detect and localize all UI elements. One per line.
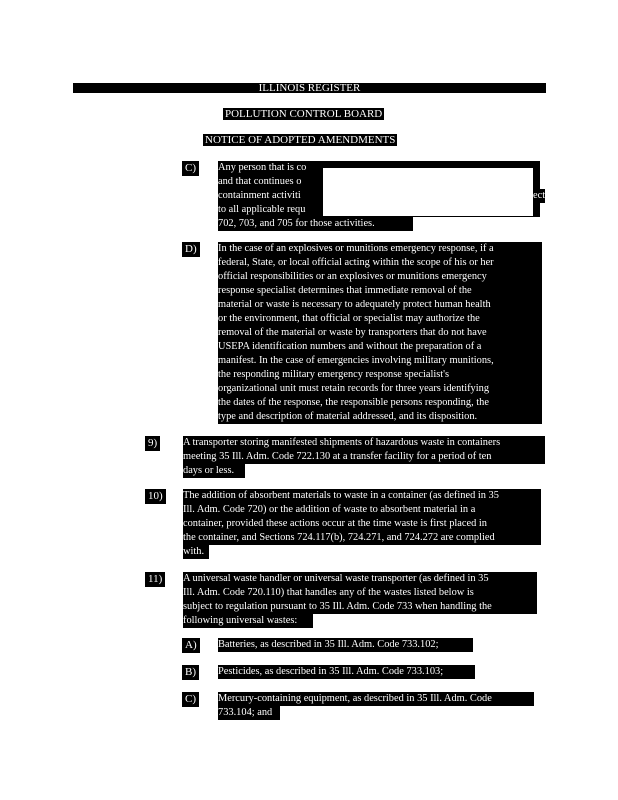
paragraph-line: the dates of the response, the responsible persons responding, the bbox=[218, 396, 542, 410]
paragraph-line: Batteries, as described in 35 Ill. Adm. Code 733.102; bbox=[218, 638, 473, 652]
redaction-block bbox=[323, 168, 533, 216]
paragraph-line: USEPA identification numbers and without the preparation of a bbox=[218, 340, 542, 354]
paragraph-line: following universal wastes: bbox=[183, 614, 313, 628]
paragraph-line: meeting 35 Ill. Adm. Code 722.130 at a transfer facility for a period of ten bbox=[183, 450, 545, 464]
item-9-paragraph bbox=[183, 436, 545, 478]
paragraph-line: removal of the material or waste by transporters that do not have bbox=[218, 326, 542, 340]
paragraph-line: the responding military emergency response specialist's bbox=[218, 368, 542, 382]
register-header: ILLINOIS REGISTER bbox=[73, 83, 546, 93]
paragraph-line: A transporter storing manifested shipments of hazardous waste in containers bbox=[183, 436, 545, 450]
item-b-paragraph bbox=[218, 665, 475, 679]
paragraph-line: 733.104; and bbox=[218, 706, 280, 720]
paragraph-line: Any person that is co bbox=[218, 161, 540, 175]
item-11-label: 11) bbox=[148, 573, 163, 585]
paragraph-line: Ill. Adm. Code 720) or the addition of waste to absorbent material in a bbox=[183, 503, 541, 517]
paragraph-line: federal, State, or local official acting within the scope of his or her bbox=[218, 256, 542, 270]
paragraph-line: manifest. In the case of emergencies involving military munitions, bbox=[218, 354, 542, 368]
item-10-paragraph bbox=[183, 489, 541, 559]
board-title: POLLUTION CONTROL BOARD bbox=[225, 108, 383, 120]
item-a-paragraph bbox=[218, 638, 473, 652]
item-d-label: D) bbox=[185, 243, 197, 255]
item-11-paragraph bbox=[183, 572, 537, 628]
item-b-label: B) bbox=[185, 666, 196, 678]
paragraph-line: with. bbox=[183, 545, 209, 559]
item-c-label: C) bbox=[185, 162, 196, 174]
paragraph-line: subject to regulation pursuant to 35 Ill. Adm. Code 733 when handling the bbox=[183, 600, 537, 614]
paragraph-line: Mercury-containing equipment, as described in 35 Ill. Adm. Code bbox=[218, 692, 534, 706]
paragraph-line: and that continues o bbox=[218, 175, 540, 189]
paragraph-line: Pesticides, as described in 35 Ill. Adm. Code 733.103; bbox=[218, 665, 475, 679]
notice-title: NOTICE OF ADOPTED AMENDMENTS bbox=[205, 134, 396, 146]
paragraph-line: containment activiti bbox=[218, 189, 540, 203]
paragraph-line: the container, and Sections 724.117(b), 724.271, and 724.272 are complied bbox=[183, 531, 541, 545]
paragraph-line: A universal waste handler or universal waste transporter (as defined in 35 bbox=[183, 572, 537, 586]
paragraph-line: 702, 703, and 705 for those activities. bbox=[218, 217, 413, 231]
paragraph-line: The addition of absorbent materials to waste in a container (as defined in 35 bbox=[183, 489, 541, 503]
item-d-paragraph bbox=[218, 242, 542, 424]
paragraph-line-fragment: ect bbox=[533, 190, 545, 201]
paragraph-line: type and description of material addressed, and its disposition. bbox=[218, 410, 542, 424]
item-c-tail bbox=[533, 189, 545, 203]
paragraph-line: or the environment, that official or specialist may authorize the bbox=[218, 312, 542, 326]
paragraph-line: In the case of an explosives or munitions emergency response, if a bbox=[218, 242, 542, 256]
paragraph-line: days or less. bbox=[183, 464, 245, 478]
paragraph-line: response specialist determines that immediate removal of the bbox=[218, 284, 542, 298]
item-10-label: 10) bbox=[148, 490, 163, 502]
paragraph-line: material or waste is necessary to adequately protect human health bbox=[218, 298, 542, 312]
paragraph-line: container, provided these actions occur at the time waste is first placed in bbox=[183, 517, 541, 531]
item-c2-label: C) bbox=[185, 693, 196, 705]
item-c2-paragraph bbox=[218, 692, 534, 720]
item-9-label: 9) bbox=[148, 437, 158, 449]
item-a-label: A) bbox=[185, 639, 197, 651]
paragraph-line: Ill. Adm. Code 720.110) that handles any of the wastes listed below is bbox=[183, 586, 537, 600]
paragraph-line: to all applicable requ bbox=[218, 203, 540, 217]
paragraph-line: organizational unit must retain records for three years identifying bbox=[218, 382, 542, 396]
paragraph-line: official responsibilities or an explosives or munitions emergency bbox=[218, 270, 542, 284]
